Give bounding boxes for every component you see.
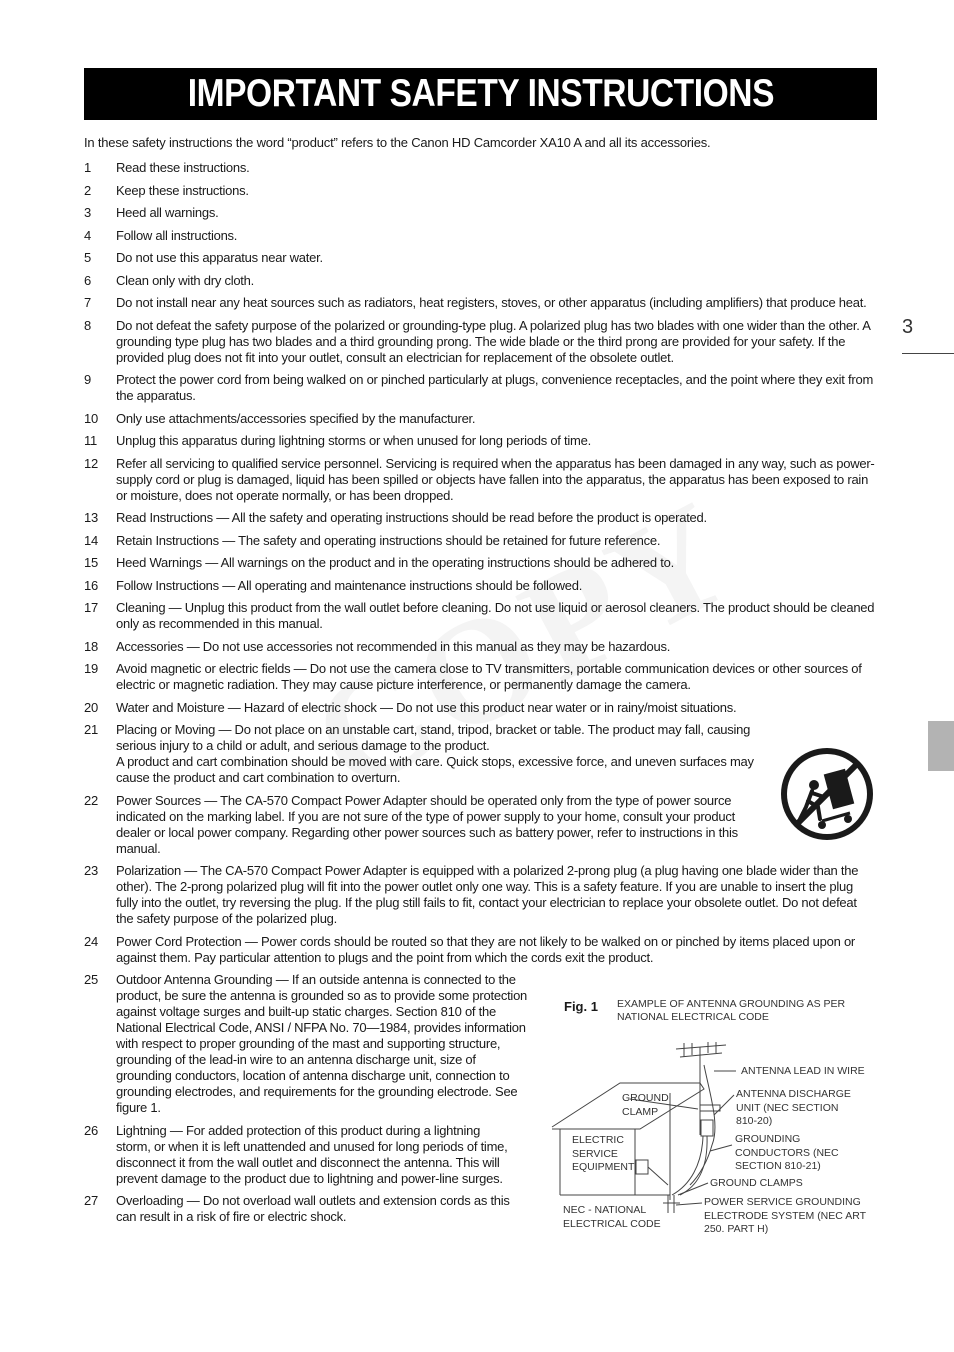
list-item [84,934,877,966]
item-text [116,722,766,786]
item-text: Overloading — Do not overload wall outlets and extension cords as this can result in a risk of fire or electric shock. [116,1193,510,1224]
item-text-part: Placing or Moving — Do not place on an unstable cart, stand, tripod, bracket or table. The product may fall, causing serious injury to a child or adult, and serious damage to the product. [116,722,751,753]
label-electric-service-equipment: ELECTRIC SERVICE EQUIPMENT [572,1134,635,1173]
title-bar [84,68,877,120]
label-ground-clamps: GROUND CLAMPS [710,1177,803,1189]
item-number: 23 [84,863,98,878]
page-number: 3 [902,316,914,338]
item-number: 13 [84,510,98,525]
item-text: Accessories — Do not use accessories not recommended in this manual as they may be hazardous. [116,638,671,654]
list-item [84,295,877,311]
list-item [84,228,877,244]
item-text: Read Instructions — All the safety and operating instructions should be read before the product is operated. [116,510,707,525]
list-item [84,793,877,857]
list-item [84,600,877,632]
item-text: Do not defeat the safety purpose of the polarized or grounding-type plug. A polarized plug has two blades with one wider than the other. A grounding type plug has two blades and a third grounding prong. The wide blade or the third prong are provided for your safety. If the provided plug does not fit into your outlet, consult an electrician for replacement of the obsolete outlet. [116,317,870,365]
list-item [84,578,877,594]
list-item [84,273,877,289]
item-number: 25 [84,972,98,987]
item-text: Power Cord Protection — Power cords should be routed so that they are not likely to be walked on or pinched by items placed upon or against them. Pay particular attention to plugs and the point from which the cords exit the product. [116,933,856,965]
item-text: Do not use this apparatus near water. [116,250,323,265]
item-number: 20 [84,699,98,715]
list-item [84,318,877,366]
cart-tipover-warning-icon [778,745,876,843]
item-number: 2 [84,182,91,198]
list-item [84,700,877,716]
list-item [84,433,877,449]
item-number: 26 [84,1122,98,1138]
list-item [84,183,877,199]
item-number: 18 [84,638,98,654]
item-text: Refer all servicing to qualified service personnel. Servicing is required when the apparatus has been damaged in any way, such as power-supply cord or plug is damaged, liquid has been spilled or objects have fallen into the apparatus, the apparatus has been exposed to rain or moisture, does not operate normally, or has been dropped. [116,455,875,503]
label-power-service-grounding: POWER SERVICE GROUNDING ELECTRODE SYSTEM (NEC ART 250. PART H) [704,1196,866,1235]
item-text: Keep these instructions. [116,182,249,198]
item-number: 16 [84,577,98,593]
list-item [84,555,877,571]
item-number: 8 [84,317,91,333]
label-antenna-lead: ANTENNA LEAD IN WIRE [741,1065,865,1077]
item-number: 27 [84,1193,98,1208]
item-text: Polarization — The CA-570 Compact Power Adapter is equipped with a polarized 2-prong plug (a plug having one blade wider than the other). The 2-prong polarized plug will fit into the power outlet only one way. This is a safety feature. If you are unable to insert the plug fully into the outlet, try reversing the plug. If the plug still fails to fit, contact your electrician to replace your obsolete outlet. Do not defeat the safety purpose of the polarized plug. [116,863,859,926]
figure-label: Fig. 1 [564,999,598,1014]
list-item [84,661,877,693]
section-tab [928,721,954,771]
item-text: Power Sources — The CA-570 Compact Power Adapter should be operated only from the type of power source indicated on the marking label. If you are not sure of the type of power supply to your home, consult your product dealer or local power company. Regarding other power sources such as battery power, refer to instructions in this manual. [116,792,738,856]
item-text: Read these instructions. [116,160,250,175]
item-number: 4 [84,227,91,243]
item-text: Unplug this apparatus during lightning storms or when unused for long periods of time. [116,433,591,448]
item-number: 7 [84,295,91,310]
label-ground-clamp: GROUND CLAMP [622,1092,669,1118]
label-grounding-conductors: GROUNDING CONDUCTORS (NEC SECTION 810-21) [735,1133,839,1172]
list-item [84,533,877,549]
list-item [84,722,877,786]
item-text: Clean only with dry cloth. [116,272,255,288]
item-text-part: A product and cart combination should be moved with care. Quick stops, excessive force, and uneven surfaces may cause the product and cart combination to overturn. [116,754,754,785]
item-number: 14 [84,532,98,548]
list-item [84,411,877,427]
item-number: 10 [84,410,98,426]
item-number: 1 [84,160,91,175]
label-nec: NEC - NATIONAL ELECTRICAL CODE [563,1204,661,1230]
item-number: 17 [84,600,98,615]
item-text: Water and Moisture — Hazard of electric shock — Do not use this product near water or in rainy/moist situations. [116,699,737,715]
item-text: Lightning — For added protection of this product during a lightning storm, or when it is left unattended and unused for long periods of time, disconnect it from the wall outlet and disconnect the antenna. This will prevent damage to the product due to lightning and power-line surges. [116,1122,508,1186]
item-text: Heed all warnings. [116,205,219,220]
item-text: Outdoor Antenna Grounding — If an outside antenna is connected to the product, be sure the antenna is grounded so as to provide some protection against voltage surges and built-up static charges. Section 810 of the National Electrical Code, ANSI / NFPA No. 70—1984, provides information with respect to proper grounding of the mast and supporting structure, grounding of the lead-in wire to an antenna discharge unit, size of grounding conductors, location of antenna discharge unit, connection to grounding electrodes, and requirements for the grounding electrode. See figure 1. [116,972,528,1115]
item-text: Protect the power cord from being walked on or pinched particularly at plugs, convenience receptacles, and the point where they exit from the apparatus. [116,372,874,403]
item-text: Retain Instructions — The safety and operating instructions should be retained for future reference. [116,532,661,548]
item-text: Heed Warnings — All warnings on the product and in the operating instructions should be adhered to. [116,555,674,570]
item-text: Cleaning — Unplug this product from the wall outlet before cleaning. Do not use liquid or aerosol cleaners. The product should be cleaned only as recommended in this manual. [116,600,875,631]
list-item [84,372,877,404]
item-number: 9 [84,372,91,387]
item-number: 11 [84,433,97,448]
page-number-rule [902,353,954,354]
intro-text: In these safety instructions the word “product” refers to the Canon HD Camcorder XA10 A and all its accessories. [84,135,711,150]
item-number: 21 [84,722,98,737]
list-item [84,250,877,266]
item-text: Do not install near any heat sources such as radiators, heat registers, stoves, or other apparatus (including amplifiers) that produce heat. [116,295,867,310]
antenna-grounding-figure [550,995,880,1245]
list-item [84,205,877,221]
item-number: 19 [84,661,98,676]
list-item [84,510,877,526]
item-text: Only use attachments/accessories specified by the manufacturer. [116,410,476,426]
item-text: Follow Instructions — All operating and maintenance instructions should be followed. [116,577,583,593]
item-number: 5 [84,250,91,265]
list-item [84,639,877,655]
item-number: 24 [84,933,98,949]
page-title: IMPORTANT SAFETY INSTRUCTIONS [187,72,774,115]
item-number: 22 [84,792,98,808]
item-text: Follow all instructions. [116,227,238,243]
item-number: 15 [84,555,98,570]
list-item [84,863,877,927]
label-discharge-unit: ANTENNA DISCHARGE UNIT (NEC SECTION 810-20) [736,1088,851,1127]
item-text: Avoid magnetic or electric fields — Do not use the camera close to TV transmitters, portable communication devices or other sources of electric or magnetic radiation. They may cause picture interference, or permanently damage the camera. [116,661,862,692]
list-item [84,456,877,504]
list-item [84,160,877,176]
item-number: 6 [84,272,91,288]
item-number: 12 [84,455,98,471]
item-number: 3 [84,205,91,220]
figure-caption: EXAMPLE OF ANTENNA GROUNDING AS PER NATIONAL ELECTRICAL CODE [617,998,846,1023]
